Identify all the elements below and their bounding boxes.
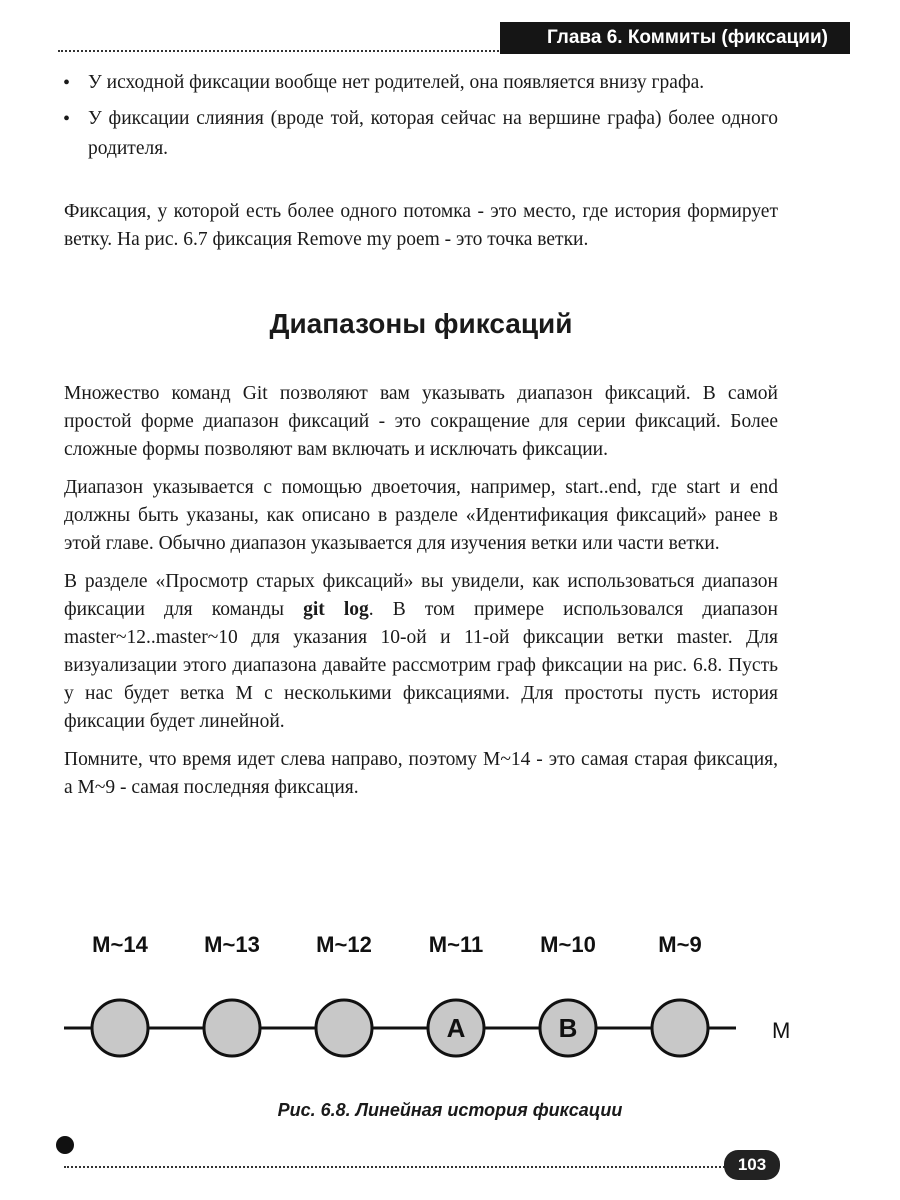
list-item	[64, 68, 778, 98]
bullet-icon: •	[63, 108, 71, 130]
bullet-icon: •	[63, 72, 71, 94]
commit-label: M~13	[204, 932, 260, 957]
paragraph-text: . В том примере использовался диапазон master~12..master~10 для указания 10-ой и 11-ой фиксации ветки master. Для визуализации этого диапазона давайте рассмотрим граф фиксации на рис. 6.8. Пусть у нас будет ветка M с несколькими фиксациями. Для простоты пусть история фиксации будет линейной.	[64, 599, 778, 732]
commit-label: M~9	[658, 932, 702, 957]
commit-label: M~10	[540, 932, 596, 957]
commit-node	[316, 1000, 372, 1056]
branch-label: M	[772, 1018, 791, 1043]
chapter-title: Глава 6. Коммиты (фиксации)	[546, 27, 828, 48]
commit-graph	[60, 920, 800, 1070]
paragraph-text: В разделе «Просмотр старых фиксаций» вы увидели, как использоваться диапазон фиксации для команды	[64, 571, 778, 620]
footer-rule	[64, 1166, 736, 1168]
bullet-text: У фиксации слияния (вроде той, которая сейчас на вершине графа) более одного родителя.	[88, 108, 778, 159]
section-title: Диапазоны фиксаций	[269, 308, 573, 339]
paragraph: Помните, что время идет слева направо, поэтому M~14 - это самая старая фиксация, а M~9 - самая последняя фиксация.	[64, 749, 778, 798]
page-number: 103	[724, 1150, 780, 1180]
commit-marker: B	[558, 1013, 578, 1043]
bullet-text: У исходной фиксации вообще нет родителей, она появляется внизу графа.	[88, 72, 705, 93]
figure-caption: Рис. 6.8. Линейная история фиксации	[277, 1100, 623, 1120]
commit-node	[652, 1000, 708, 1056]
commit-node	[92, 1000, 148, 1056]
footer-dot-icon	[56, 1136, 74, 1154]
page-content	[64, 68, 778, 812]
commit-label: M~12	[316, 932, 372, 957]
chapter-header	[500, 22, 850, 54]
command-git-log: git log	[303, 599, 369, 620]
commit-label: M~11	[428, 932, 484, 957]
paragraph: Диапазон указывается с помощью двоеточия, например, start..end, где start и end должны быть указаны, как описано в разделе «Идентификация фиксаций» ранее в этой главе. Обычно диапазон указывается для изучения ветки или части ветки.	[64, 477, 778, 554]
paragraph	[64, 568, 778, 736]
commit-marker: A	[446, 1013, 466, 1043]
paragraph: Множество команд Git позволяют вам указывать диапазон фиксаций. В самой простой форме диапазон фиксаций - это сокращение для серии фиксаций. Более сложные формы позволяют вам включать и исключать фиксации.	[64, 383, 778, 460]
commit-label: M~14	[92, 932, 148, 957]
commit-node	[204, 1000, 260, 1056]
bullet-list	[64, 68, 778, 164]
list-item	[64, 104, 778, 164]
paragraph-branch: Фиксация, у которой есть более одного потомка - это место, где история формирует ветку. На рис. 6.7 фиксация Remove my poem - это точка ветки.	[64, 201, 778, 250]
